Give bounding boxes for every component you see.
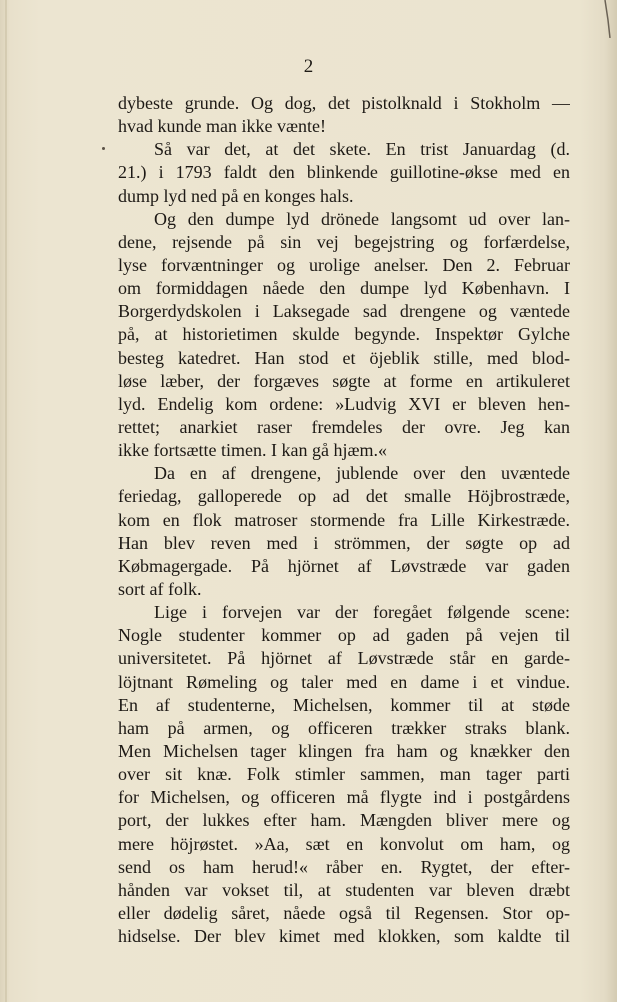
text-line: lyse forvæntninger og urolige anelser. Den 2. Februar xyxy=(118,254,570,275)
text-line: dene, rejsende på sin vej begejstring og forfærdelse, xyxy=(118,231,570,252)
text-line: hånden var vokset til, at studenten var bleven dræbt xyxy=(118,879,570,900)
text-line: Og den dumpe lyd drönede langsomt ud over lan- xyxy=(154,208,570,229)
text-line: om formiddagen nåede den dumpe lyd København. I xyxy=(118,278,570,299)
text-line: mere höjrøstet. »Aa, sæt en konvolut om ham, og xyxy=(118,833,570,854)
text-line: Men Michelsen tager klingen fra ham og knækker den xyxy=(118,740,570,761)
text-line: Da en af drengene, jublende over den uvæntede xyxy=(154,463,570,484)
text-line: hidselse. Der blev kimet med klokken, som kaldte til xyxy=(118,926,570,947)
text-line: sort af folk. xyxy=(118,578,202,599)
text-line: En af studenterne, Michelsen, kommer til at støde xyxy=(118,694,570,715)
text-line: 21.) i 1793 faldt den blinkende guillotine-økse med en xyxy=(118,162,570,183)
text-line: Så var det, at det skete. En trist Januardag (d. xyxy=(154,139,570,160)
text-line: Borgerdydskolen i Laksegade sad drengene og væntede xyxy=(118,301,570,322)
text-line: löjtnant Rømeling og taler med en dame i et vindue. xyxy=(118,671,570,692)
page-edge-mark xyxy=(604,0,612,38)
text-line: ham på armen, og officeren trækker straks blank. xyxy=(118,717,570,738)
text-line: universitetet. På hjörnet af Løvstræde står en garde- xyxy=(118,648,570,669)
text-line: besteg katedret. Han stod et öjeblik stille, med blod- xyxy=(118,347,570,368)
text-line: eller dødelig såret, nåede også til Regensen. Stor op- xyxy=(118,902,570,923)
text-line: Nogle studenter kommer op ad gaden på vejen til xyxy=(118,625,570,646)
text-line: send os ham herud!« råber en. Rygtet, der efter- xyxy=(118,856,570,877)
text-line: for Michelsen, og officeren må flygte ind i postgårdens xyxy=(118,787,570,808)
text-line: Han blev reven med i strömmen, der søgte op ad xyxy=(118,532,570,553)
text-line: over sit knæ. Folk stimler sammen, man tager parti xyxy=(118,764,570,785)
body-text xyxy=(118,92,570,948)
page-fold-shadow xyxy=(5,0,7,1002)
text-line: løse læber, der forgæves søgte at forme en artikuleret xyxy=(118,370,570,391)
text-line: på, at historietimen skulde begynde. Inspektør Gylche xyxy=(118,324,570,345)
ink-speck xyxy=(102,147,105,150)
text-line: port, der lukkes efter ham. Mængden bliver mere og xyxy=(118,810,570,831)
text-line: dybeste grunde. Og dog, det pistolknald i Stokholm — xyxy=(118,93,570,113)
text-line: lyd. Endelig kom ordene: »Ludvig XVI er bleven hen- xyxy=(118,393,570,414)
text-line: hvad kunde man ikke vænte! xyxy=(118,116,326,137)
text-line: kom en flok matroser stormende fra Lille Kirkestræde. xyxy=(118,509,570,530)
text-line: Lige i forvejen var der foregået følgende scene: xyxy=(154,602,570,623)
text-line: rettet; anarkiet raser fremdeles der ovre. Jeg kan xyxy=(118,416,570,437)
text-line: dump lyd ned på en konges hals. xyxy=(118,185,354,206)
text-line: feriedag, galloperede op ad det smalle Höjbrostræde, xyxy=(118,486,570,507)
page-number: 2 xyxy=(303,56,314,77)
text-line: ikke fortsætte timen. I kan gå hjæm.« xyxy=(118,440,387,461)
text-line: Købmagergade. På hjörnet af Løvstræde var gaden xyxy=(118,555,570,576)
